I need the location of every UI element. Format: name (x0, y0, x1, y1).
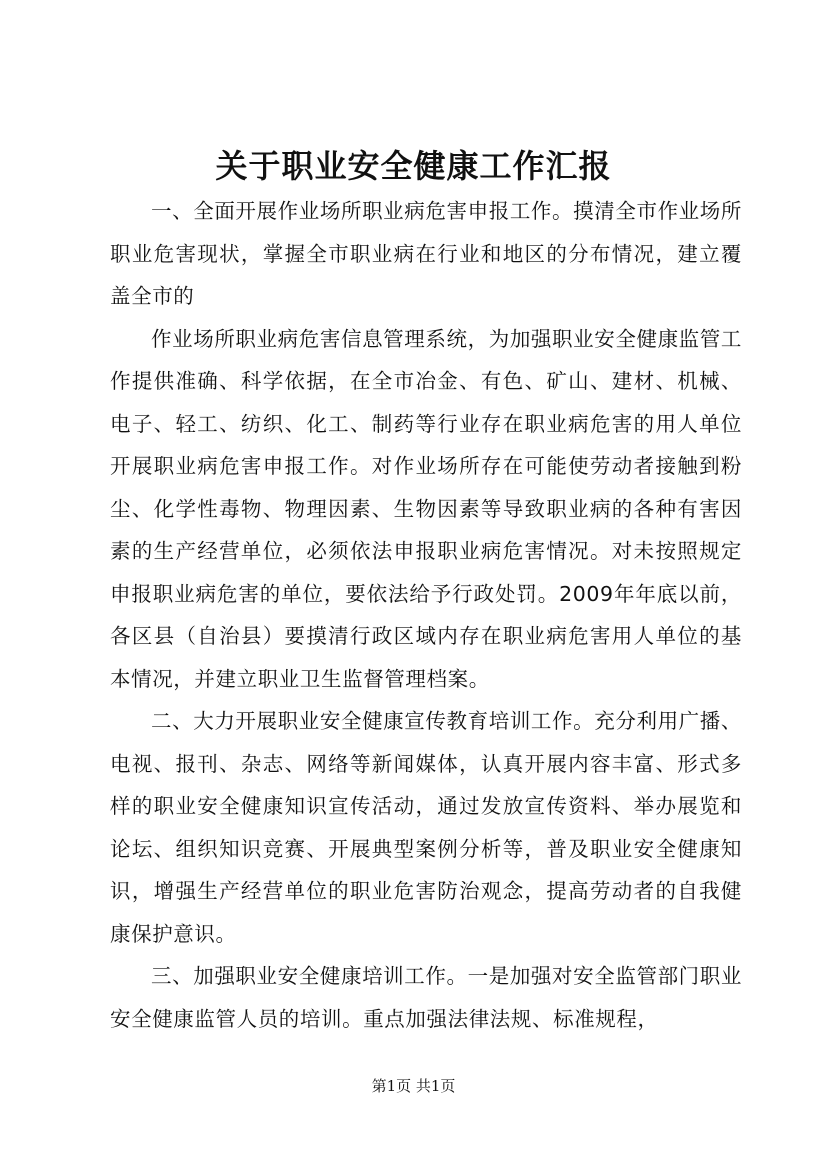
document-body (110, 190, 742, 1040)
paragraph-1: 一、全面开展作业场所职业病危害申报工作。摸清全市作业场所职业危害现状，掌握全市职业病在行业和地区的分布情况，建立覆盖全市的 (110, 199, 742, 308)
paragraph-2: 作业场所职业病危害信息管理系统，为加强职业安全健康监管工作提供准确、科学依据，在全市冶金、有色、矿山、建材、机械、电子、轻工、纺织、化工、制药等行业存在职业病危害的用人单位开展职业病危害申报工作。对作业场所存在可能使劳动者接触到粉尘、化学性毒物、物理因素、生物因素等导致职业病的各种有害因素的生产经营单位，必须依法申报职业病危害情况。对未按照规定申报职业病危害的单位，要依法给予行政处罚。2009年年底以前，各区县（自治县）要摸清行政区域内存在职业病危害用人单位的基本情况，并建立职业卫生监督管理档案。 (110, 326, 742, 691)
paragraph-4: 三、加强职业安全健康培训工作。一是加强对安全监管部门职业安全健康监管人员的培训。重点加强法律法规、标准规程， (110, 964, 742, 1031)
paragraph-3: 二、大力开展职业安全健康宣传教育培训工作。充分利用广播、电视、报刊、杂志、网络等新闻媒体，认真开展内容丰富、形式多样的职业安全健康知识宣传活动，通过发放宣传资料、举办展览和论坛、组织知识竞赛、开展典型案例分析等，普及职业安全健康知识，增强生产经营单位的职业危害防治观念，提高劳动者的自我健康保护意识。 (110, 709, 742, 946)
document-title: 关于职业安全健康工作汇报 (215, 147, 612, 185)
page-number-footer: 第1页 共1页 (371, 1077, 456, 1095)
